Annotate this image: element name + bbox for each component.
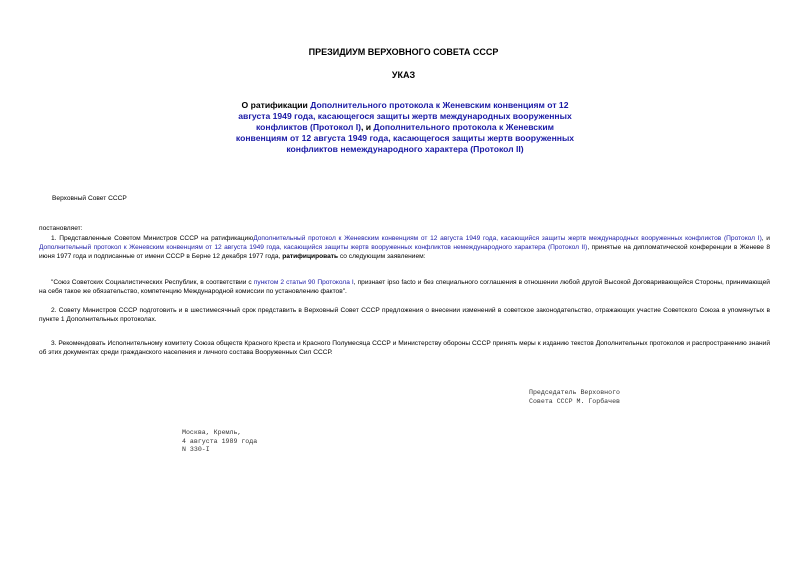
title-prefix: О ратификации: [241, 100, 311, 110]
quote-link-article-90[interactable]: пунктом 2 статьи 90 Протокола I: [253, 279, 354, 286]
signature-line-1: Председатель Верховного: [529, 389, 621, 396]
title-middle: , и: [360, 122, 374, 132]
quote-end: , признает ipso facto и без специального соглашения в отношении любой другой Высокой Договаривающейся Стороны, принимающей на себя такое же обязательство, компетенцию Международной комиссии по установлению фактов".: [39, 279, 770, 295]
p1-end: со следующим заявлением:: [338, 253, 426, 260]
presidium-heading: ПРЕЗИДИУМ ВЕРХОВНОГО СОВЕТА СССР: [308, 47, 499, 57]
p1-link-protocol-1[interactable]: Дополнительный протокол к Женевским конвенциям от 12 августа 1949 года, касающийся защиты жертв международных вооруженных конфликтов (Протокол I): [253, 235, 762, 242]
p1-middle-1: , и: [761, 235, 770, 242]
declaration-quote: [39, 278, 770, 296]
intro-text: Верховный Совет СССР: [52, 195, 127, 202]
signature-block: [529, 389, 620, 406]
resolves-text: постановляет:: [39, 225, 83, 232]
title-link-protocol-1[interactable]: Дополнительного протокола к Женевским конвенциям от 12 августа 1949 года, касающегося защиты жертв международных вооруженных конфликтов (Протокол I): [238, 100, 572, 132]
document-type: УКАЗ: [391, 70, 416, 80]
title-link-protocol-2[interactable]: Дополнительного протокола к Женевским конвенциям от 12 августа 1949 года, касающегося защиты жертв вооруженных конфликтов немеждународного характера (Протокол II): [235, 122, 575, 154]
p1-ratify: ратифицировать: [282, 253, 339, 260]
paragraph-1: [39, 234, 770, 261]
date: 4 августа 1989 года: [182, 437, 258, 445]
quote-start: "Союз Советских Социалистических Республик, в соответствии с: [51, 279, 254, 286]
p1-link-protocol-2[interactable]: Дополнительный протокол к Женевским конвенциям от 12 августа 1949 года, касающийся защиты жертв вооруженных конфликтов немеждународного характера (Протокол II): [39, 244, 588, 251]
p1-middle-2: , принятые на дипломатической конференции в Женеве 8 июня 1977 года и подписанные от имени СССР в Берне 12 декабря 1977 года,: [39, 244, 770, 260]
signature-line-2: Совета СССР М. Горбачев: [529, 397, 621, 405]
place-date-block: [182, 429, 257, 455]
paragraph-2: 2. Совету Министров СССР подготовить и в шестимесячный срок представить в Верховный Совет СССР предложения о внесении изменений в советское законодательство, отражающих участие Советского Союза в упомянутых в пункте 1 Дополнительных протоколах.: [39, 307, 770, 323]
p1-start: 1. Представленные Советом Министров СССР на ратификацию: [51, 235, 254, 242]
decree-title: [230, 100, 580, 155]
place: Москва, Кремль,: [182, 429, 242, 436]
decree-number: N 330-I: [182, 446, 210, 453]
paragraph-3: 3. Рекомендовать Исполнительному комитету Союза обществ Красного Креста и Красного Полумесяца СССР и Министерству обороны СССР принять меры к изданию текстов Дополнительных протоколов и распространению знаний об этих документах среди гражданского населения и личного состава Вооруженных Сил СССР.: [39, 340, 770, 356]
